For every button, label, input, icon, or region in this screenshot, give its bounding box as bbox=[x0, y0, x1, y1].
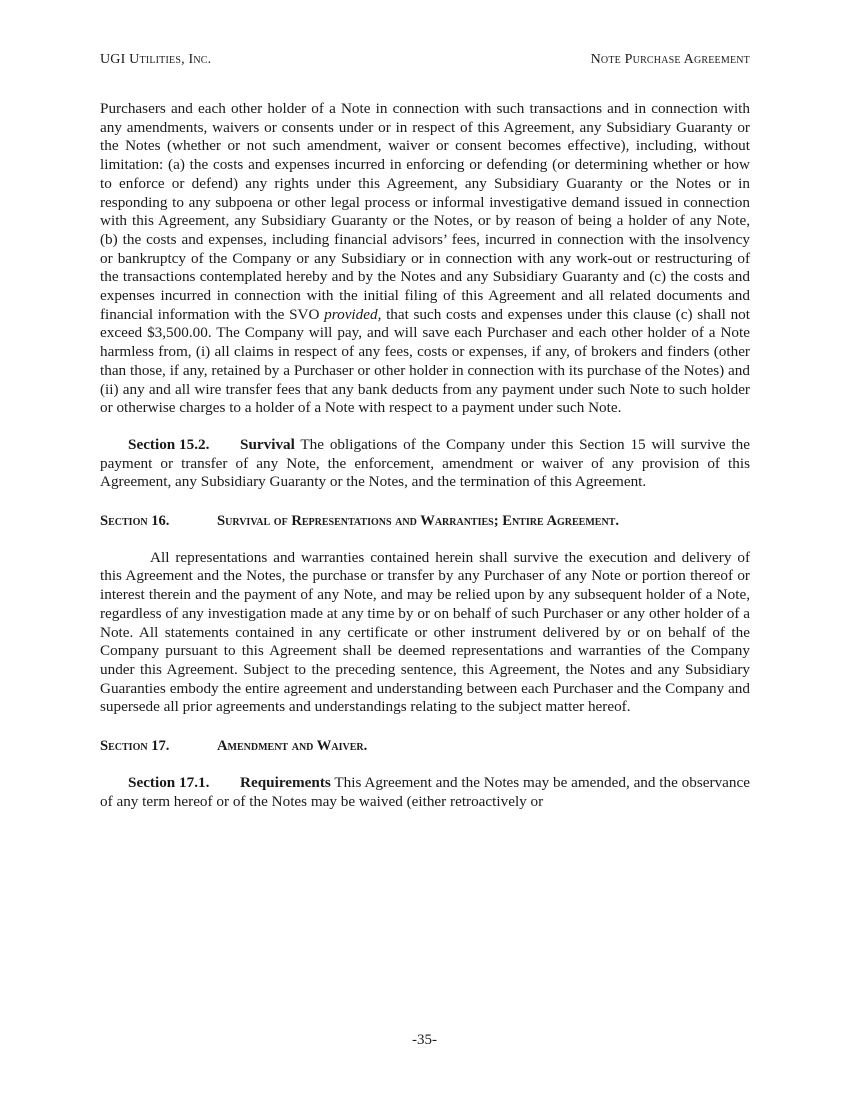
section-title: Survival bbox=[240, 435, 295, 453]
section-number: Section 16. bbox=[100, 513, 170, 530]
page-number: -35- bbox=[412, 1032, 437, 1048]
paragraph-text: that such costs and expenses under this clause (c) shall not exceed $3,500.00. The Company will pay, and will save each Purchaser and each other holder of a Note harmless from, (i) all claims in respect of any fees, costs or expenses, if any, of brokers and finders (other than those, if any, retained by a Purchaser or other holder in connection with its purchase of the Notes) and (ii) any and all wire transfer fees that any bank deducts from any payment under such Note to such holder or otherwise charges to a holder of a Note with respect to a payment under such Note. bbox=[100, 305, 750, 417]
section-text: The obligations of the Company under this Section 15 will survive the payment or transfer of any Note, the enforcement, amendment or waiver of any provision of this Agreement, any Subsidiary Guaranty or the Notes, and the termination of this Agreement. bbox=[100, 435, 750, 491]
section-number: Section 17.1. bbox=[128, 773, 210, 791]
header-company-name: UGI Utilities, Inc. bbox=[100, 52, 212, 67]
paragraph-expenses-continuation bbox=[100, 100, 750, 418]
running-header bbox=[100, 52, 750, 68]
section-number: Section 17. bbox=[100, 738, 170, 755]
section-15-2-paragraph bbox=[100, 436, 750, 492]
section-text: This Agreement and the Notes may be amended, and the observance of any term hereof or of the Notes may be waived (either retroactively or bbox=[100, 773, 750, 810]
section-number: Section 15.2. bbox=[128, 435, 210, 453]
paragraph-text: Purchasers and each other holder of a Note in connection with such transactions and in connection with any amendments, waivers or consents under or in respect of this Agreement, any Subsidiary Guaranty or the Notes (whether or not such amendment, waiver or consent becomes effective), including, without limitation: (a) the costs and expenses incurred in enforcing or defending (or determining whether or how to enforce or defend) any rights under this Agreement, any Subsidiary Guaranty or the Notes or in responding to any subpoena or other legal process or informal investigative demand issued in connection with this Agreement, any Subsidiary Guaranty or the Notes, or by reason of being a holder of any Note, (b) the costs and expenses, including financial advisors’ fees, incurred in connection with the insolvency or bankruptcy of the Company or any Subsidiary or in connection with any work-out or restructuring of the transactions contemplated hereby and by the Notes and any Subsidiary Guaranty and (c) the costs and expenses incurred in connection with the initial filing of this Agreement and all related documents and financial information with the SVO bbox=[100, 100, 750, 323]
section-title: Requirements bbox=[240, 773, 331, 791]
section-title: Amendment and Waiver. bbox=[217, 738, 368, 755]
section-16-heading bbox=[100, 512, 750, 531]
document-body bbox=[100, 100, 750, 811]
italic-provided: provided, bbox=[324, 305, 382, 323]
section-16-paragraph: All representations and warranties contained herein shall survive the execution and delivery of this Agreement and the Notes, the purchase or transfer by any Purchaser of any Note or portion thereof or interest therein and the payment of any Note, and may be relied upon by any subsequent holder of a Note, regardless of any investigation made at any time by or on behalf of such Purchaser or any other holder of a Note. All statements contained in any certificate or other instrument delivered by or on behalf of the Company pursuant to this Agreement shall be deemed representations and warranties of the Company under this Agreement. Subject to the preceding sentence, this Agreement, the Notes and any Subsidiary Guaranties embody the entire agreement and understanding between each Purchaser and the Company and supersede all prior agreements and understandings relating to the subject matter hereof. bbox=[100, 548, 750, 716]
header-document-title: Note Purchase Agreement bbox=[590, 52, 750, 67]
section-title: Survival of Representations and Warranties; Entire Agreement. bbox=[217, 513, 620, 530]
section-17-1-paragraph bbox=[100, 774, 750, 811]
section-17-heading bbox=[100, 737, 750, 756]
